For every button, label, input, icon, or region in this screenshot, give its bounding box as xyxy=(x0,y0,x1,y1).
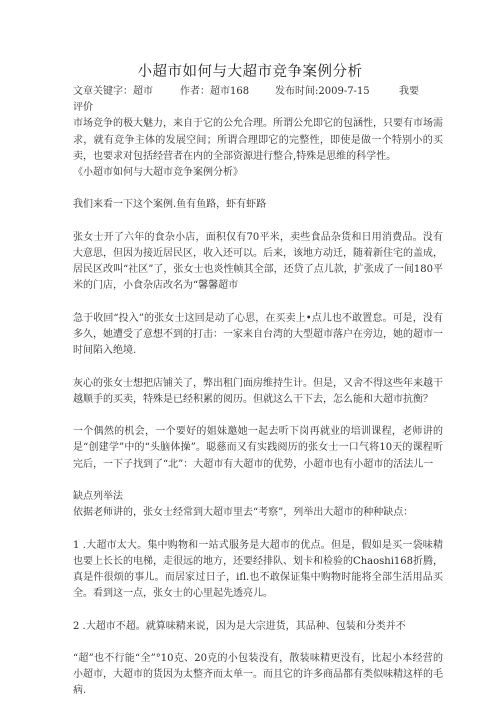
meta-author: 作者：超市168 xyxy=(180,86,250,97)
document-title: 小超市如何与大超市竞争案例分析 xyxy=(137,64,363,80)
meta-review-link[interactable]: 我要 xyxy=(399,86,419,97)
article-meta xyxy=(73,84,443,100)
meta-review-suffix: 评价 xyxy=(73,102,93,114)
paragraph-point-one: 1 .大超市太大。集中购物和一站式服务是大超市的优点。但是，假如是买一袋味精也要上长长的电梯，走很远的地方，还要经排队、划卡和检验的Chaoshi168折腾，真是件很烦的事儿。而居家过日子，ifl.也不敢保证集中购物时能将全部生活用品买全。看到这一点，张女士的心里起先透亮儿。 xyxy=(73,539,443,600)
paragraph-book-title: 《小超市如何与大超市竞争案例分析》 xyxy=(73,167,243,178)
paragraph-point-three: “超”也不行能“全”°10克、20克的小包装没有，散装味精更没有，比起小本经营的小超市，大超市的货因为太整齐而太单一。而且它的许多商品都有类似味精这样的毛病. xyxy=(73,652,443,697)
paragraph-chance: 一个偶然的机会，一个要好的姐妹邀她一起去听下岗再就业的培训课程，老师讲的是“创建学”中的“头脑体操”。聪慈而又有实践阅历的张女士一口气将10天的课程听完后，一下子找到了“北”：大超市有大超市的优势，小超市也有小超市的活法儿一 xyxy=(73,426,443,470)
document-body xyxy=(73,84,443,700)
paragraph-zhang: 张女士开了六年的食杂小店，面积仅有70平米，卖些食品杂货和日用消费品。没有大意思，但因为接近居民区，收入还可以。后来，该地方动迁，随着新住宅的盖成，居民区改叫“社区”了，张女士也炎性帧其全部，还贷了点儿款，扩张成了一间180平米的门店，小食杂店改名为“馨馨超市 xyxy=(73,231,443,292)
meta-published: 发布时间:2009-7-15 xyxy=(275,86,370,97)
paragraph-method: 依据老师讲的，张女士经常到大超市里去“考察”，列举出大超市的种种缺点： xyxy=(73,507,414,519)
section-heading: 缺点列举法 xyxy=(73,490,123,502)
paragraph-point-two: 2 .大超市不超。就算味精来说，因为是大宗进货，其品种、包装和分类并不 xyxy=(73,620,406,632)
paragraph-hit: 急于收回“投入”的张女士这回是动了心思，在买卖上•点儿也不敢置怠。可是，没有多久，她遭受了意想不到的打击：一家来自台湾的大型超市落户在旁边，她的超市一时间陷入绝境. xyxy=(73,312,443,357)
paragraph-despair: 灰心的张女士想把店铺关了，弊出租门面房维持生计。但是，又舍不得这些年来越干越顺手的买卖，特殊是已经积累的阅历。但就这么干下去，怎么能和大超市抗衡？ xyxy=(73,377,443,405)
paragraph-intro: 市场竞争的极大魅力，来自于它的公允合理。所谓公允即它的包涵性，只要有市场需求，就有竞争主体的发展空间；所谓合理即它的完整性，即使是做一个特别小的买卖，也要求对包括经营者在内的全部资源进行整合,特殊是思维的科学性。 xyxy=(73,118,443,162)
meta-keywords: 文章关键字：超市 xyxy=(73,86,153,97)
paragraph-case: 我们来看一下这个案例.鱼有鱼路，虾有虾路 xyxy=(73,199,267,211)
